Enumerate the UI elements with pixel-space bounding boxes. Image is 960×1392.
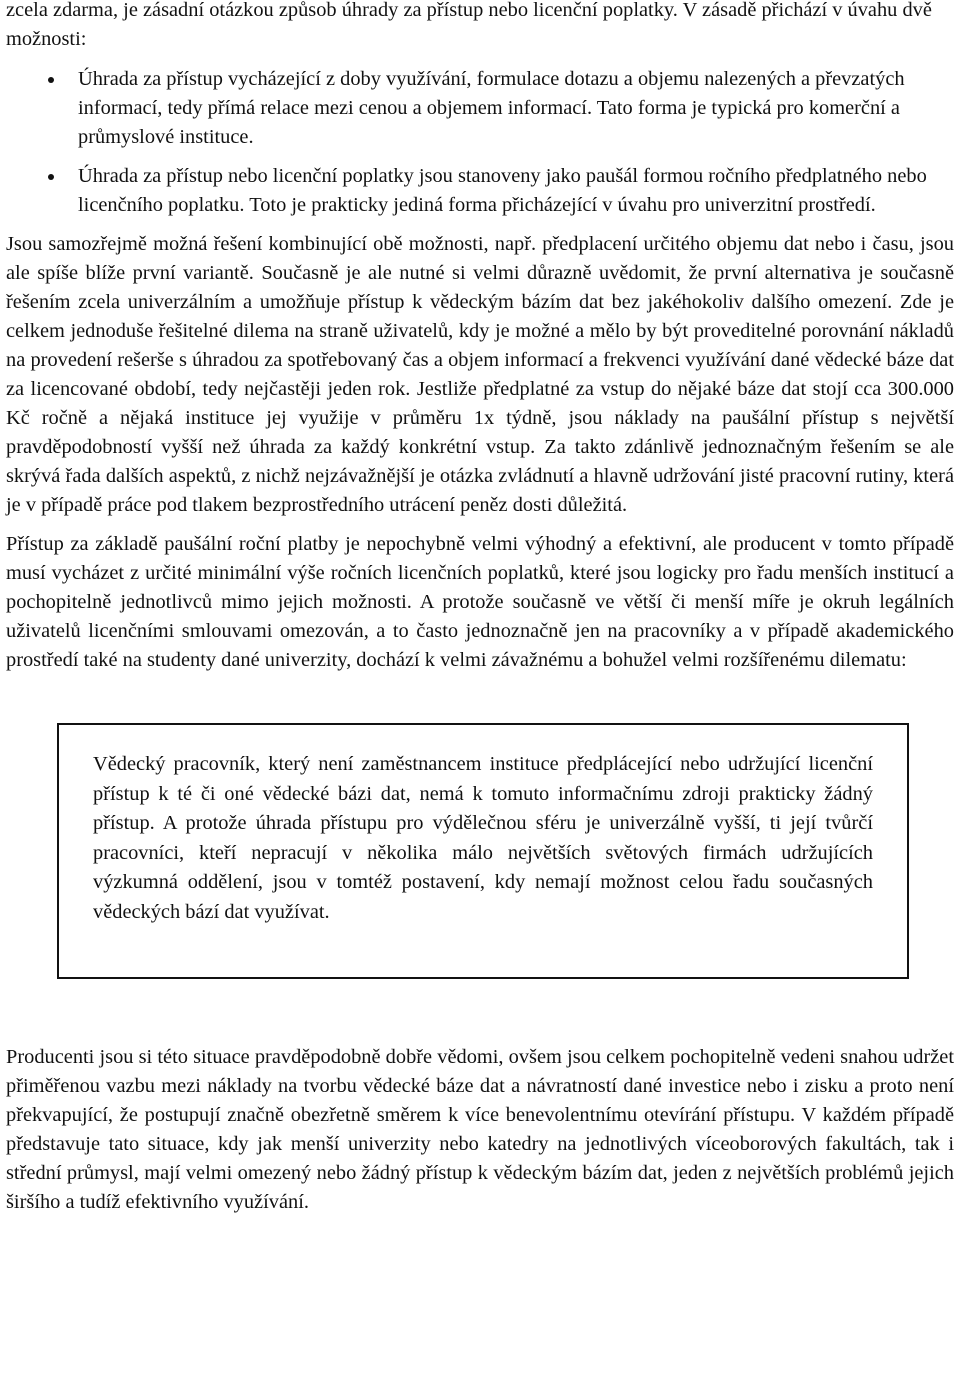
bullet-list [6, 65, 954, 220]
document-page [6, 0, 954, 1217]
spacer [6, 220, 954, 230]
bullet-icon [48, 77, 54, 83]
highlighted-box [57, 723, 909, 979]
spacer [6, 520, 954, 530]
list-item-text: Úhrada za přístup nebo licenční poplatky jsou stanoveny jako paušál formou ročního předplatného nebo licenčního poplatku. Toto je prakticky jediná forma přicházející v úvahu pro univerzitní prostředí. [78, 165, 927, 216]
list-item [6, 65, 954, 152]
bullet-icon [48, 174, 54, 180]
body-paragraph: Přístup za základě paušální roční platby je nepochybně velmi výhodný a efektivní, ale producent v tomto případě musí vycházet z určité minimální výše ročních licenčních poplatků, které jsou logicky pro řadu menších institucí a pochopitelně jednotlivců mimo jejich možnosti. A protože současně ve větší či menší míře je okruh legálních uživatelů licenčními smlouvami omezován, a to často jednoznačně jen na pracovníky a v případě akademického prostředí také na studenty dané univerzity, dochází k velmi závažnému a bohužel velmi rozšířenému dilematu: [6, 533, 954, 671]
boxed-paragraph: Vědecký pracovník, který není zaměstnancem instituce předplácející nebo udržující licenční přístup k té či oné vědecké bázi dat, nemá k tomuto informačnímu zdroji prakticky žádný přístup. A protože úhrada přístupu pro výdělečnou sféru je univerzálně vyšší, ti její tvůrčí pracovníci, kteří nepracují v několika málo největších světových firmách udržujících výzkumná oddělení, jsou v tomtéž postavení, kdy nemají možnost celou řadu současných vědeckých bází dat využívat. [93, 753, 873, 923]
list-item-text: Úhrada za přístup vycházející z doby využívání, formulace dotazu a objemu nalezených a převzatých informací, tedy přímá relace mezi cenou a objemem informací. Tato forma je typická pro komerční a průmyslové instituce. [78, 68, 905, 148]
closing-paragraph: Producenti jsou si této situace pravděpodobně dobře vědomi, ovšem jsou celkem pochopitelně vedeni snahou udržet přiměřenou vazbu mezi náklady na tvorbu vědecké báze dat a návratností dané investice nebo i zisku a proto není překvapující, že postupují značně obezřetně směrem k více benevolentnímu otevírání přístupu. V každém případě představuje tato situace, kdy jak menší univerzity nebo katedry na jednotlivých víceoborových fakultách, tak i střední průmysl, mají velmi omezený nebo žádný přístup k vědeckým bázím dat, jeden z největších problémů jejich širšího a tudíž efektivního využívání. [6, 1046, 954, 1213]
body-paragraph: Jsou samozřejmě možná řešení kombinující obě možnosti, např. předplacení určitého objemu dat nebo i času, jsou ale spíše blíže první variantě. Současně je ale nutné si velmi důrazně uvědomit, že první alternativa je současně řešením zcela univerzálním a umožňuje přístup k vědeckým bázím dat bez jakéhokoliv dalšího omezení. Zde je celkem jednoduše řešitelné dilema na straně uživatelů, kdy je možné a mělo by být proveditelné porovnání nákladů na provedení rešerše s úhradou za spotřebovaný čas a objem informací a frekvenci využívání dané vědecké báze dat za licencované období, tedy nejčastěji jeden rok. Jestliže předplatné za vstup do nějaké báze dat stojí cca 300.000 Kč ročně a nějaká instituce jej využije v průměru 1x týdně, jsou náklady na paušální přístup s největší pravděpodobností vyšší než úhrada za každý konkrétní vstup. Za takto zdánlivě jednoznačným řešením se ale skrývá řada dalších aspektů, z nichž nejzávažnější je otázka zvládnutí a hlavně udržování jisté pracovní rutiny, která je v případě práce pod tlakem bezprostředního utrácení peněz dosti důležitá. [6, 233, 954, 516]
list-item [6, 162, 954, 220]
intro-paragraph: zcela zdarma, je zásadní otázkou způsob úhrady za přístup nebo licenční poplatky. V zásadě přichází v úvahu dvě možnosti: [6, 0, 932, 50]
spacer [6, 54, 954, 65]
